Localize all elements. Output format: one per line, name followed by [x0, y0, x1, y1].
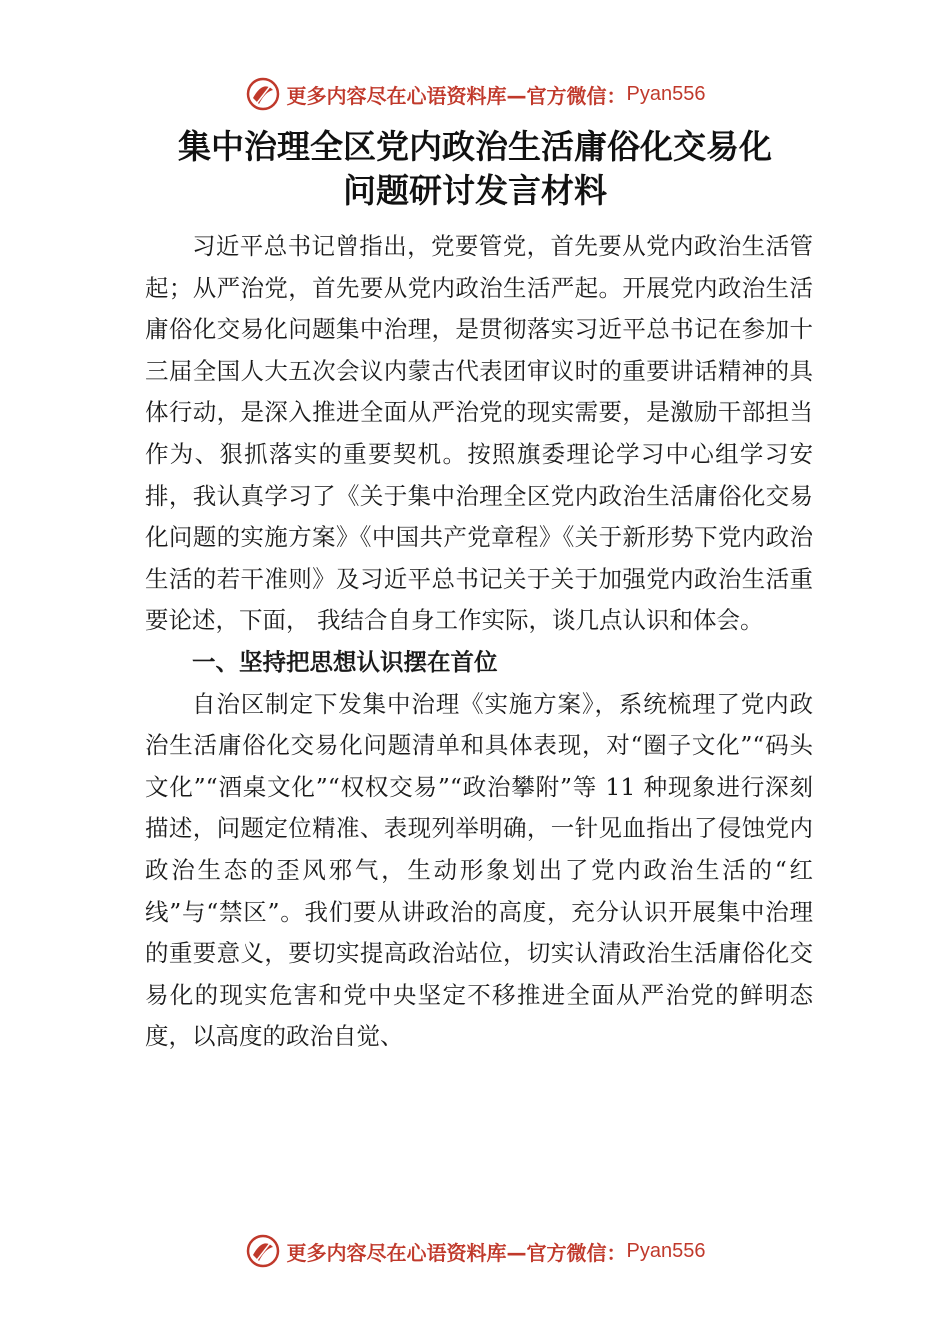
watermark-header: [0, 72, 950, 116]
paragraph-intro: 习近平总书记曾指出，党要管党，首先要从党内政治生活管起；从严治党，首先要从党内政治生活严起。开展党内政治生活庸俗化交易化问题集中治理，是贯彻落实习近平总书记在参加十三届全国人大五次会议内蒙古代表团审议时的重要讲话精神的具体行动，是深入推进全面从严治党的现实需要，是激励干部担当作为、狠抓落实的重要契机。按照旗委理论学习中心组学习安排，我认真学习了《关于集中治理全区党内政治生活庸俗化交易化问题的实施方案》《中国共产党章程》《关于新形势下党内政治生活的若干准则》及习近平总书记关于关于加强党内政治生活重要论述，下面， 我结合自身工作实际，谈几点认识和体会。: [145, 232, 813, 635]
watermark-code: Pyan556: [626, 82, 706, 105]
watermark-text: 更多内容尽在心语资料库—官方微信：: [286, 1240, 627, 1265]
paragraph-section-1: 自治区制定下发集中治理《实施方案》，系统梳理了党内政治生活庸俗化交易化问题清单和具体表现，对“圈子文化”“码头文化”“酒桌文化”“权权交易”“政治攀附”等 11 种现象进行深刻描述，问题定位精准、表现列举明确，一针见血指出了侵蚀党内政治生态的歪风邪气，生动形象划出了党内政治生活的“红线”与“禁区”。我们要从讲政治的高度，充分认识开展集中治理的重要意义，要切实提高政治站位，切实认清政治生活庸俗化交易化的现实危害和党中央坚定不移推进全面从严治党的鲜明态度，以高度的政治自觉、: [145, 689, 813, 1051]
logo-icon: [245, 76, 281, 112]
section-heading-1: 一、坚持把思想认识摆在首位: [192, 647, 498, 676]
title-line-2: 问题研讨发言材料: [343, 171, 607, 210]
logo-icon: [245, 1233, 281, 1269]
watermark-text: 更多内容尽在心语资料库—官方微信：: [286, 83, 627, 108]
watermark-code: Pyan556: [626, 1239, 706, 1262]
watermark-footer: [0, 1229, 950, 1273]
document-title: [60, 125, 890, 213]
title-line-1: 集中治理全区党内政治生活庸俗化交易化: [178, 127, 772, 166]
document-body: [145, 226, 813, 1058]
